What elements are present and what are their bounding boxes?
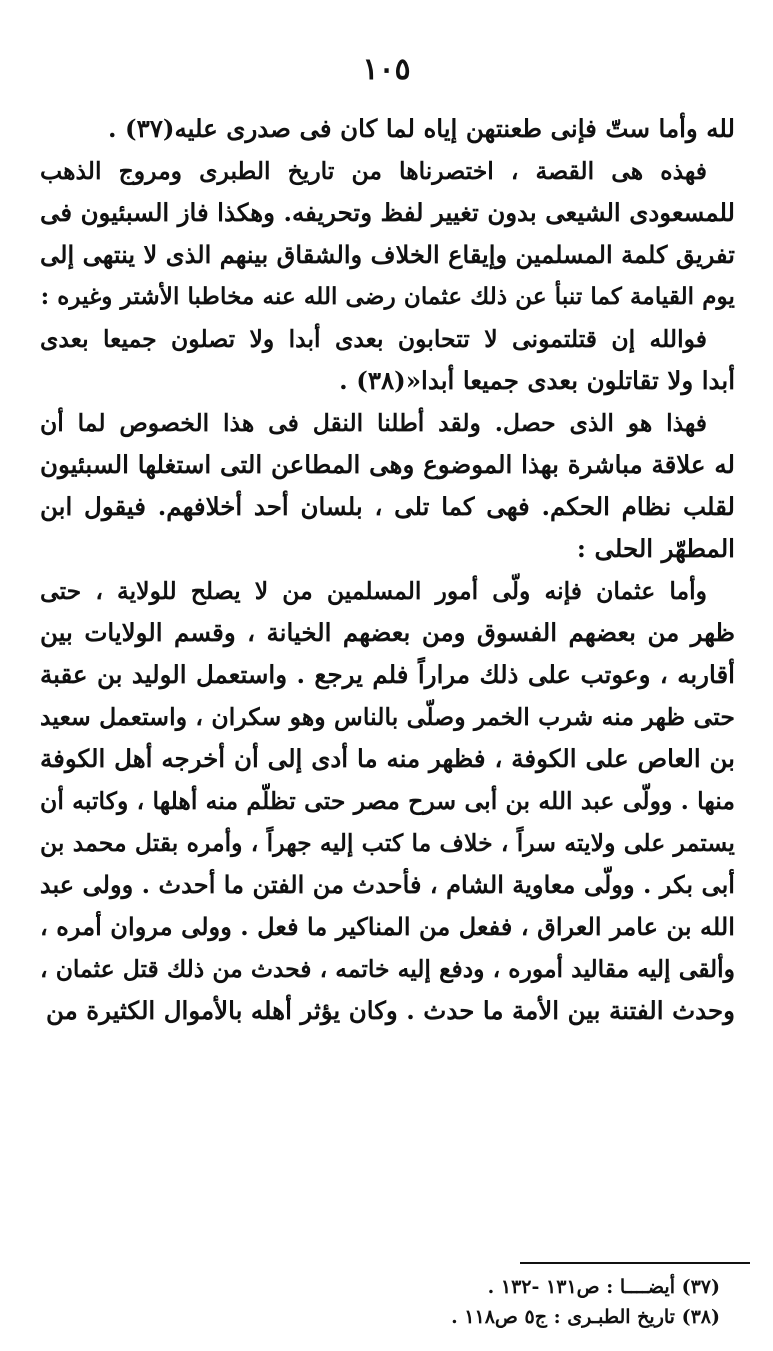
text-line: فوالله إن قتلتمونى لا تتحابون بعدى أبدا ولا تصلون جميعا بعدى — [40, 325, 707, 353]
paragraph — [40, 570, 735, 1032]
text-line: فهذا هو الذى حصل. ولقد أطلنا النقل فى هذا الخصوص لما أن — [40, 409, 707, 437]
footnote-divider — [520, 1262, 750, 1264]
text-line: أبى بكر . وولّى معاوية الشام ، فأحدث من الفتن ما أحدث . وولى عبد — [39, 870, 735, 899]
text-line: وحدث الفتنة بين الأمة ما حدث . وكان يؤثر أهله بالأموال الكثيرة من — [45, 996, 735, 1025]
text-line: بن العاص على الكوفة ، فظهر منه ما أدى إلى أن أخرجه أهل الكوفة — [40, 744, 735, 773]
paragraph — [40, 318, 735, 402]
text-line: يستمر على ولايته سراً ، خلاف ما كتب إليه جهراً ، وأمره بقتل محمد بن — [39, 829, 735, 857]
paragraph — [40, 150, 735, 318]
text-line: لله وأما ستّ فإنى طعنتهن إياه لما كان فى صدرى عليه(٣٧) . — [107, 114, 735, 143]
text-line: وألقى إليه مقاليد أموره ، ودفع إليه خاتمه ، فحدث من ذلك قتل عثمان ، — [40, 955, 735, 983]
text-line: له علاقة مباشرة بهذا الموضوع وهى المطاعن التى استغلها السبئيون — [40, 450, 735, 479]
body-text — [40, 108, 735, 1032]
footnote-38: (٣٨) تاريخ الطبـرى : ج٥ ص١١٨ . — [451, 1306, 720, 1328]
paragraph — [40, 108, 735, 150]
text-line: الله بن عامر العراق ، ففعل من المناكير ما فعل . وولى مروان أمره ، — [40, 912, 735, 941]
text-line: ظهر من بعضهم الفسوق ومن بعضهم الخيانة ، وقسم الولايات بين — [40, 618, 735, 647]
text-line: فهذه هى القصة ، اختصرناها من تاريخ الطبرى ومروج الذهب — [40, 157, 707, 185]
text-line: أبدا ولا تقاتلون بعدى جميعا أبدا«(٣٨) . — [339, 366, 735, 395]
footnotes — [40, 1272, 720, 1332]
page-number: ١٠٥ — [362, 52, 411, 87]
text-line: أقاربه ، وعوتب على ذلك مراراً فلم يرجع . واستعمل الوليد بن عقبة — [40, 660, 735, 689]
text-line: للمسعودى الشيعى بدون تغيير لفظ وتحريفه. وهكذا فاز السبئيون فى — [40, 198, 735, 227]
text-line: يوم القيامة كما تنبأ عن ذلك عثمان رضى الله عنه مخاطبا الأشتر وغيره : — [40, 283, 735, 310]
text-line: وأما عثمان فإنه ولّى أمور المسلمين من لا يصلح للولاية ، حتى — [40, 577, 707, 605]
text-line: المطهّر الحلى : — [576, 534, 735, 563]
text-line: لقلب نظام الحكم. فهى كما تلى ، بلسان أحد أخلافهم. فيقول ابن — [40, 492, 735, 521]
paragraph — [40, 402, 735, 570]
footnote-37: (٣٧) أيضــــا : ص١٣١ -١٣٢ . — [487, 1276, 720, 1298]
text-line: منها . وولّى عبد الله بن أبى سرح مصر حتى تظلّم منه أهلها ، وكاتبه أن — [40, 787, 735, 815]
text-line: تفريق كلمة المسلمين وإيقاع الخلاف والشقاق بينهم الذى لا ينتهى إلى — [40, 240, 735, 269]
text-line: حتى ظهر منه شرب الخمر وصلّى بالناس وهو سكران ، واستعمل سعيد — [40, 703, 735, 731]
